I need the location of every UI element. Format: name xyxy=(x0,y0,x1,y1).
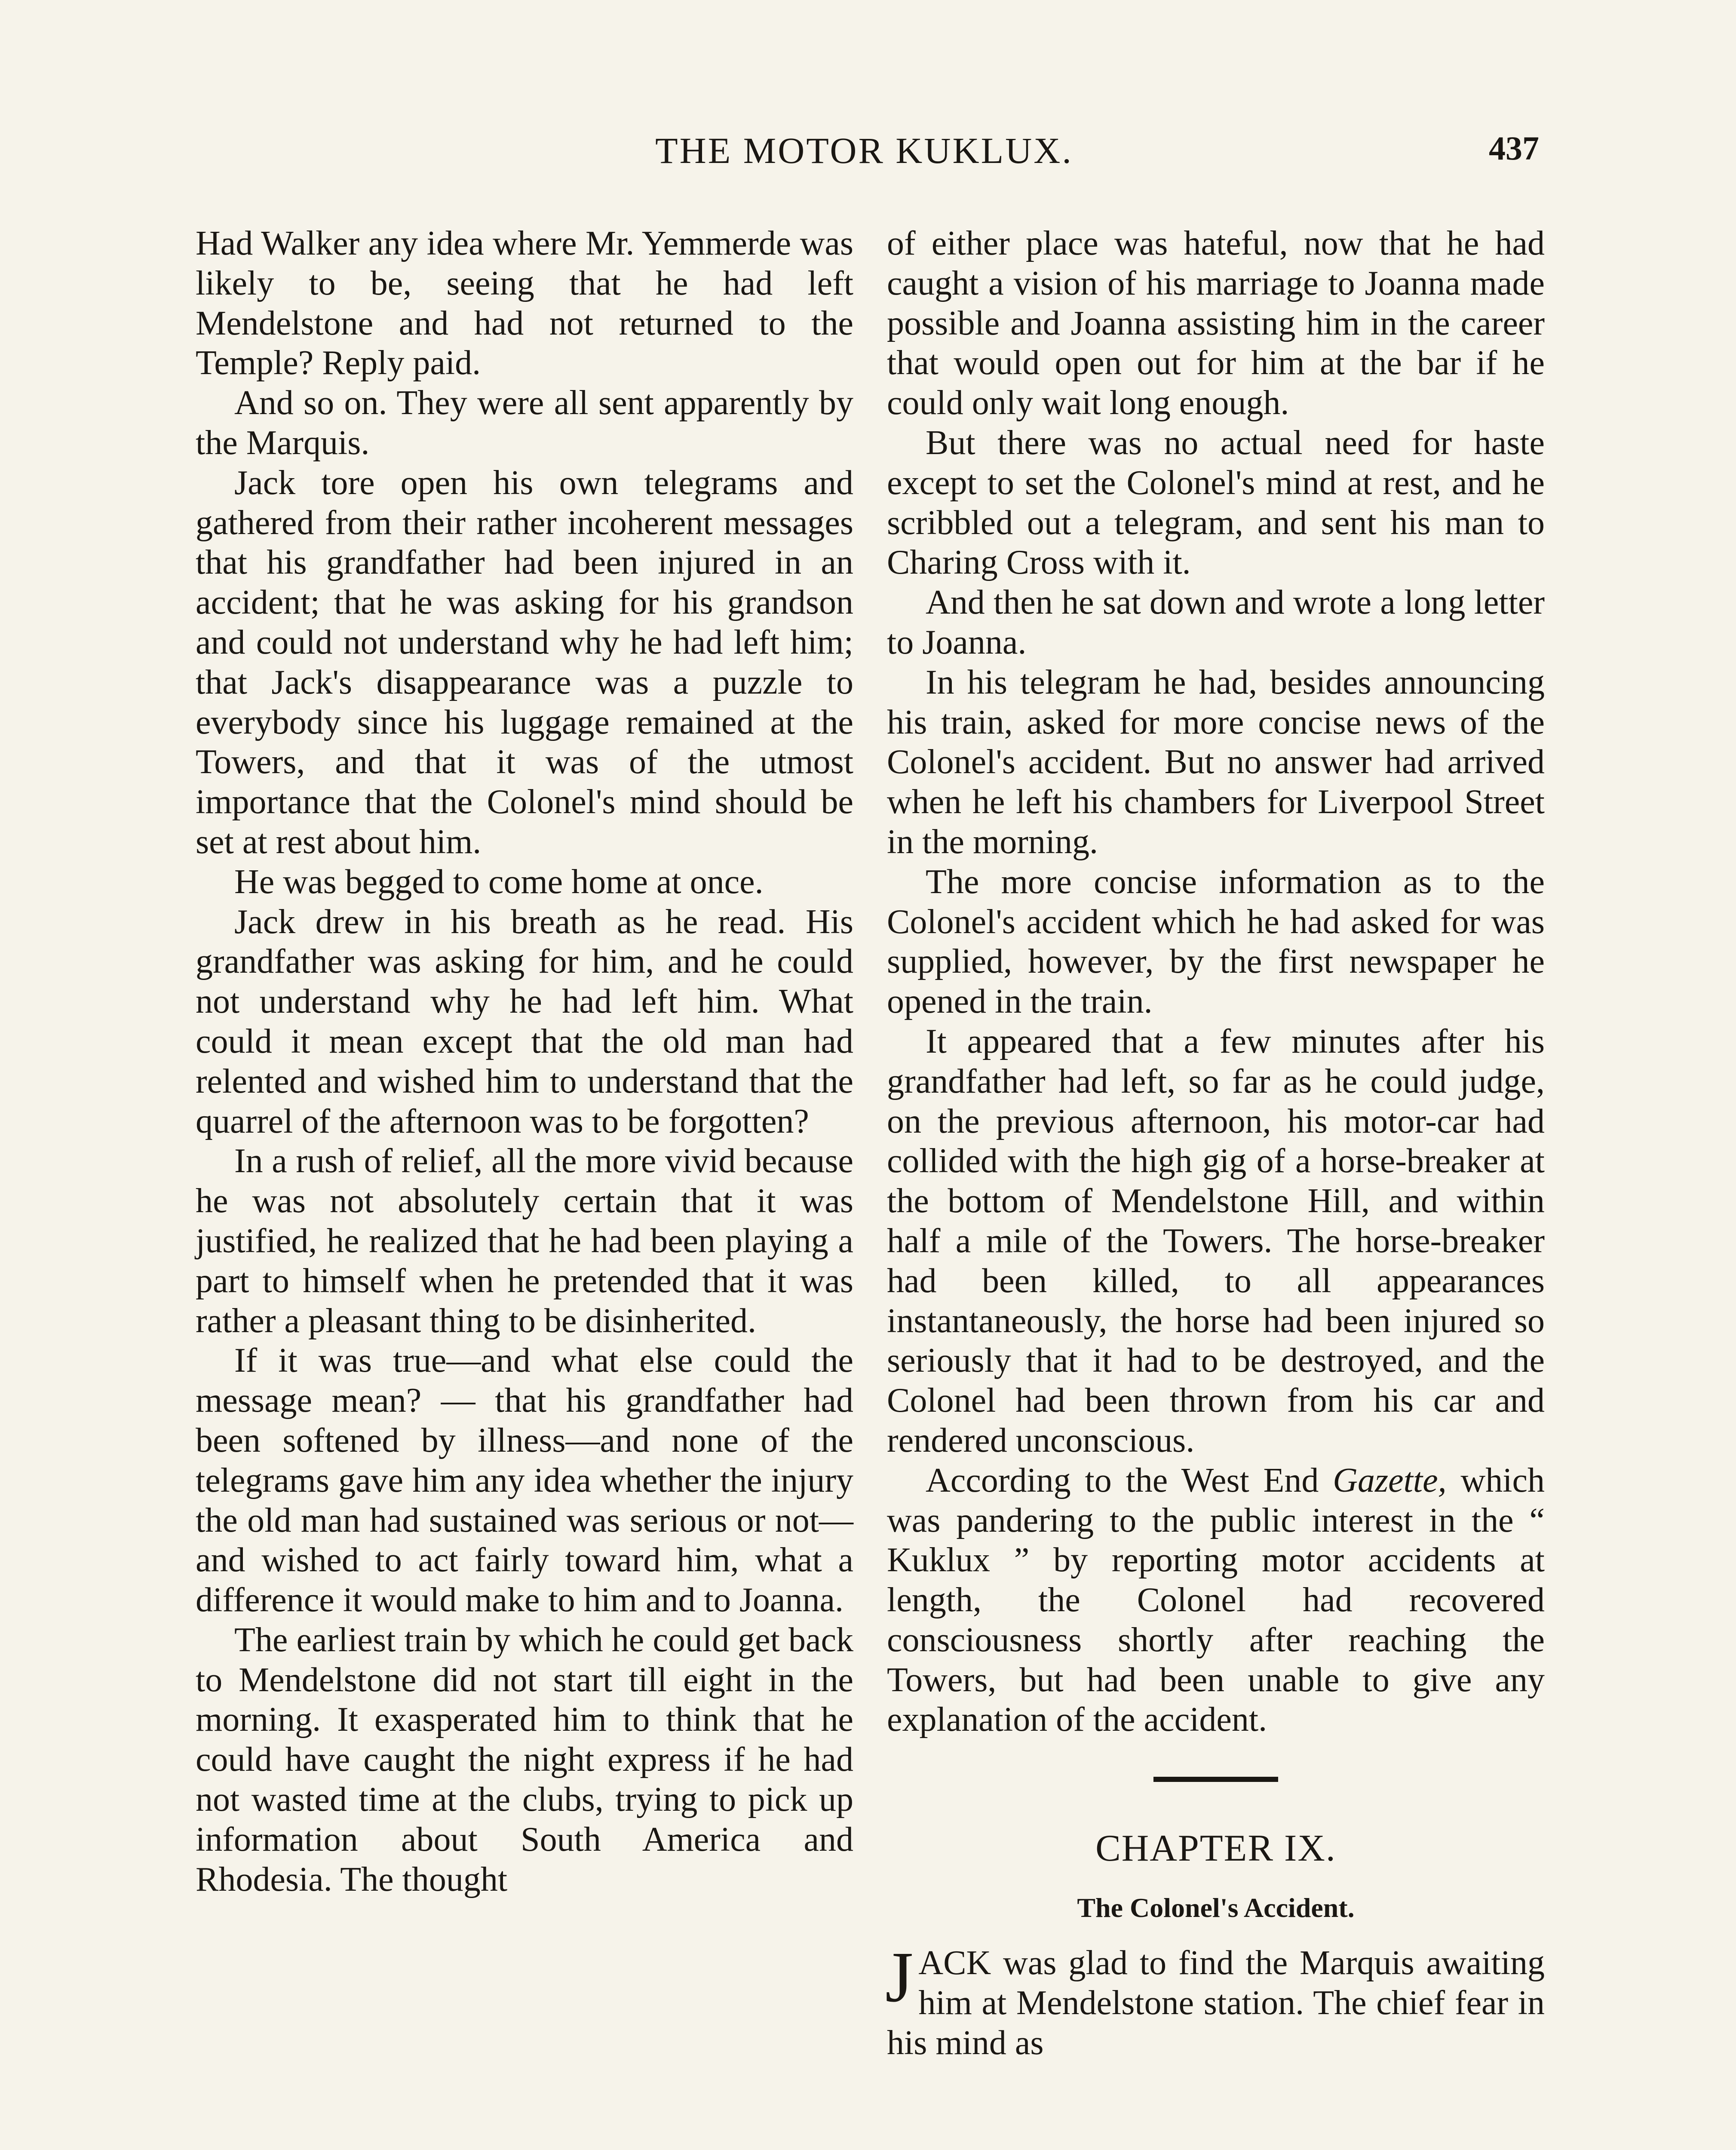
paragraph: He was begged to come home at once. xyxy=(234,863,764,901)
paragraph: Jack drew in his breath as he read. His grandfather was asking for him, and he could not understand why he had left him. What could it mean except that the old man had relented and wished him to understand that the quarrel of the afternoon was to be forgotten? xyxy=(196,903,853,1140)
paragraph: Had Walker any idea where Mr. Yemmerde was likely to be, seeing that he had left Mendelstone and had not returned to the Temple? Reply paid. xyxy=(196,224,853,382)
paragraph: But there was no actual need for haste except to set the Colonel's mind at rest, and he scribbled out a telegram, and sent his man to Charing Cross with it. xyxy=(887,424,1545,582)
paragraph: The earliest train by which he could get back to Mendelstone did not start till eight in the morning. It exasperated him to think that he could have caught the night express if he had not wasted time at the clubs, trying to pick up information about South America and Rhodesia. The thought xyxy=(196,1621,853,1898)
paragraph: If it was true—and what else could the message mean? — that his grandfather had been softened by illness—and none of the telegrams gave him any idea whether the injury the old man had sustained was serious or not—and wished to act fairly toward him, what a difference it would make to him and to Joanna. xyxy=(196,1342,853,1619)
chapter-heading: CHAPTER IX. xyxy=(1095,1828,1336,1870)
right-column xyxy=(887,224,1545,2063)
paragraph-text: was glad to find the Marquis awaiting him at Mendelstone station. The chief fear in his mind as xyxy=(887,1944,1545,2062)
small-caps-lead: ACK xyxy=(918,1944,991,1982)
paragraph: Jack tore open his own telegrams and gathered from their rather incoherent messages that his grandfather had been injured in an accident; that he was asking for his grandson and could not understand why he had left him; that Jack's disappearance was a puzzle to everybody since his luggage remained at the Towers, and that it was of the utmost importance that the Colonel's mind should be set at rest about him. xyxy=(196,464,853,861)
paragraph: of either place was hateful, now that he had caught a vision of his marriage to Joanna made possible and Joanna assisting him in the career that would open out for him at the bar if he could only wait long enough. xyxy=(887,224,1545,422)
paragraph: In a rush of relief, all the more vivid because he was not absolutely certain that it was justified, he realized that he had been playing a part to himself when he pretended that it was rather a pleasant thing to be disinherited. xyxy=(196,1142,853,1340)
paragraph-text: According to the West End xyxy=(926,1461,1333,1499)
italic-title: Gazette, xyxy=(1333,1461,1447,1499)
chapter-subtitle: The Colonel's Accident. xyxy=(1077,1892,1355,1923)
chapter-divider xyxy=(1153,1777,1278,1782)
paragraph: The more concise information as to the Colonel's accident which he had asked for was supplied, however, by the first newspaper he opened in the train. xyxy=(887,863,1545,1021)
chapter-opening-paragraph xyxy=(885,1937,1545,2063)
left-column xyxy=(196,224,853,1899)
paragraph: And so on. They were all sent apparently by the Marquis. xyxy=(196,384,853,462)
drop-cap: J xyxy=(885,1937,914,2018)
page-number: 437 xyxy=(1489,129,1539,167)
paragraph xyxy=(887,1461,1545,1740)
paragraph-text: which was pandering to the public interest in the “ Kuklux ” by reporting motor accidents at length, the Colonel had recovered consciousness shortly after reaching the Towers, but had been unable to give any explanation of the accident. xyxy=(887,1461,1545,1739)
paragraph: And then he sat down and wrote a long letter to Joanna. xyxy=(887,584,1545,661)
paragraph: It appeared that a few minutes after his grandfather had left, so far as he could judge, on the previous afternoon, his motor-car had collided with the high gig of a horse-breaker at the bottom of Mendelstone Hill, and within half a mile of the Towers. The horse-breaker had been killed, to all appearances instantaneously, the horse had been injured so seriously that it had to be destroyed, and the Colonel had been thrown from his car and rendered unconscious. xyxy=(887,1022,1545,1459)
running-head xyxy=(189,129,1539,176)
paragraph: In his telegram he had, besides announcing his train, asked for more concise news of the Colonel's accident. But no answer had arrived when he left his chambers for Liverpool Street in the morning. xyxy=(887,663,1545,861)
running-title: THE MOTOR KUKLUX. xyxy=(655,130,1073,171)
